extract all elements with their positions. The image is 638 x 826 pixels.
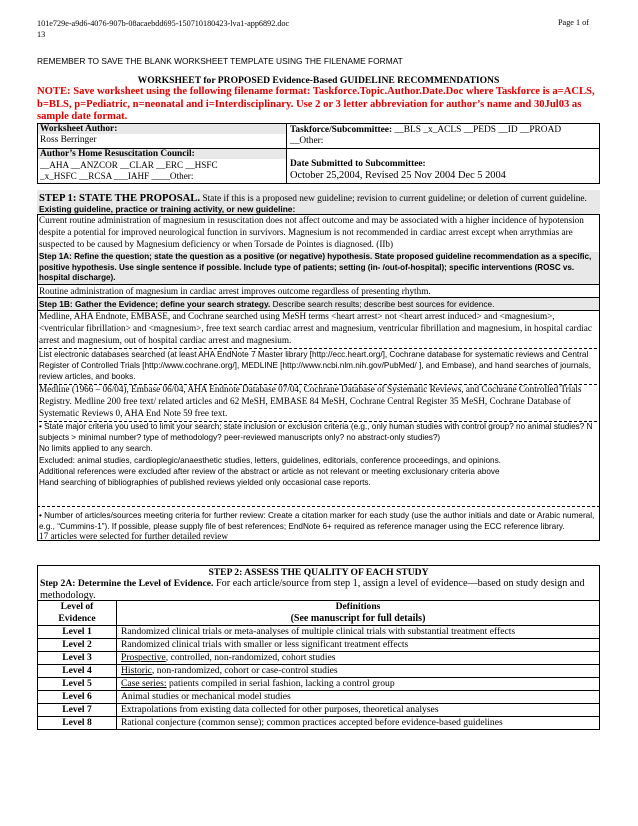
definition-cell	[117, 652, 600, 665]
databases-searched-text: Medline (1966 – 06/04), Embase 06/04, AHA Endnote Database 07/04, Cochrane Database of Systematic Reviews, and Cochrane Controlled Trials Registry. Medline 200 free text/ related articles and 62 MeSH, EMBASE 84 MeSH, Cochrane Central Register 35 MeSH, Cochrane Database of Systematic Reviews 0, AHA End Note 59 free text.	[39, 384, 597, 422]
col-level-header	[38, 601, 117, 626]
table-row	[38, 691, 600, 704]
definition-cell	[117, 665, 600, 678]
table-row	[38, 626, 600, 639]
level-cell: Level 6	[38, 691, 117, 704]
table-row	[38, 717, 600, 730]
current-guideline-text: Current routine administration of magnesium in resuscitation does not affect outcome and may be associated with a higher incidence of hypotension despite a potential for improved neurological function in survivors. Magnesium is not recommended in cardiac arrest except when arrythmias are suspected to be caused by Magnesium deficiency or when Torsade de Pointes is diagnosed. (IIb)	[39, 215, 597, 253]
level-cell: Level 4	[38, 665, 117, 678]
step1b-line	[39, 299, 597, 309]
step1a-text: Step 1A: Refine the question; state the question as a positive (or negative) hypothesis. State proposed guideline recommendation as a specific, positive hypothesis. Use single sentence if possible. Include type of patients; setting (in- /out-of-hospital); specific interventions (ROSC vs. hospital discharge).	[39, 252, 592, 283]
no-limits-text: No limits applied to any search.	[39, 444, 153, 454]
step2a-line	[40, 578, 596, 602]
definition-underlined: Historic	[121, 665, 152, 676]
filename-text: 101e729e-a9d6-4076-907b-08acaebdd695-150710180423-lva1-app6892.doc	[37, 19, 290, 28]
council-line1: __AHA __ANZCOR __CLAR __ERC __HSFC	[40, 160, 218, 170]
criteria-block	[39, 421, 597, 488]
step2a-rest: For each article/source from step 1, assign a level of evidence—based on study design and methodology.	[40, 578, 585, 601]
hand-search-text: Hand searching of bibliographies of published reviews yielded only occasional case reports.	[39, 478, 371, 488]
level-cell: Level 5	[38, 678, 117, 691]
definition-cell: Randomized clinical trials or meta-analyses of multiple clinical trials with substantial treatment effects	[117, 626, 600, 639]
definition-underlined: Case series:	[121, 678, 167, 689]
definition-cell	[117, 678, 600, 691]
level-cell: Level 7	[38, 704, 117, 717]
excluded-text-2: Additional references were excluded after review of the abstract or article as not relevant or meeting exclusionary criteria above	[39, 466, 500, 476]
col-definition-header	[117, 601, 600, 626]
table-row	[38, 652, 600, 665]
step1b-title: Step 1B: Gather the Evidence; define your search strategy.	[39, 299, 271, 309]
taskforce-label: Taskforce/Subcommittee:	[290, 125, 393, 135]
step1b-rest: Describe search results; describe best sources for evidence.	[272, 299, 495, 309]
step2a-title: Step 2A: Determine the Level of Evidence.	[40, 578, 214, 589]
step1-title: STEP 1: STATE THE PROPOSAL.	[39, 193, 201, 204]
search-terms-text: Medline, AHA Endnote, EMBASE, and Cochrane searched using MeSH terms <heart arrest> not <heart arrest induced> and <magnesium>, <ventricular fibrillation> and <magnesium>, free text search cardiac arrest and magnesium, ventricular fibrillation and magnesium, in hospital cardiac arrest and magnesium, out of hospital cardiac arrest and magnesium.	[39, 311, 597, 349]
rule-4	[37, 506, 600, 507]
step2-heading: STEP 2: ASSESS THE QUALITY OF EACH STUDY	[208, 567, 429, 578]
definition-rest: patients compiled in serial fashion, lacking a control group	[166, 678, 395, 689]
other-value: __Other:	[290, 136, 324, 146]
step1-sub: Existing guideline, practice or training activity, or new guideline:	[39, 204, 296, 214]
evidence-level-table	[37, 600, 600, 730]
level-cell: Level 8	[38, 717, 117, 730]
table-row	[38, 639, 600, 652]
rule-1	[37, 284, 600, 285]
council-label: Author’s Home Resuscitation Council:	[40, 149, 195, 159]
definition-rest: , non-randomized, cohort or case-control studies	[151, 665, 338, 676]
council-line2: _x_HSFC __RCSA ___IAHF ____Other:	[40, 171, 194, 181]
page-total: 13	[37, 30, 46, 39]
definition-rest: , controlled, non-randomized, cohort studies	[165, 652, 336, 663]
definition-cell: Extrapolations from existing data collected for other purposes, theoretical analyses	[117, 704, 600, 717]
taskforce-value: __BLS _x_ACLS __PEDS __ID __PROAD	[394, 125, 562, 135]
level-cell: Level 2	[38, 639, 117, 652]
col-definition-title: Definitions	[335, 601, 381, 612]
definition-underlined: Prospective	[121, 652, 166, 663]
filename-note: NOTE: Save worksheet using the following filename format: Taskforce.Topic.Author.Date.Doc where Taskforce is a=ACLS, b=BLS, p=Pediatric, n=neonatal and i=Interdisciplinary. Use 2 or 3 letter abbreviation for author’s name and 30Jul03 as sample date format.	[37, 86, 595, 122]
date-label: Date Submitted to Subcommittee:	[290, 159, 426, 169]
page-label: Page 1 of	[558, 18, 589, 27]
selected-articles-text: 17 articles were selected for further detailed review	[39, 531, 229, 541]
definition-cell: Rational conjecture (common sense); common practices accepted before evidence-based guidelines	[117, 717, 600, 730]
filename-header	[37, 18, 289, 40]
author-value: Ross Berringer	[40, 135, 97, 145]
step1-heading-rest: State if this is a proposed new guideline; revision to current guideline; or deletion of current guideline.	[202, 194, 587, 204]
taskforce-line	[290, 125, 561, 135]
number-articles-text: • Number of articles/sources meeting criteria for further review: Create a citation marker for each study (use the author initials and date or Arabic numeral, e.g., “Cummins-1”). If possible, please supply file of best references; EndNote 6+ required as reference manager using the ECC reference library.	[39, 511, 595, 532]
reminder-text: REMEMBER TO SAVE THE BLANK WORKSHEET TEMPLATE USING THE FILENAME FORMAT	[37, 56, 403, 66]
col-level-header-text: Level of Evidence	[58, 601, 96, 624]
table-row	[38, 678, 600, 691]
col-definition-sub: (See manuscript for full details)	[290, 613, 426, 624]
definition-cell: Randomized clinical trials with smaller or less significant treatment effects	[117, 639, 600, 652]
author-label: Worksheet Author:	[40, 124, 118, 134]
level-cell: Level 3	[38, 652, 117, 665]
criteria-text: • State major criteria you used to limit your search; state inclusion or exclusion criteria (e.g., only human studies with control group? no animal studies? N subjects > minimal number? type of methodology? peer-reviewed manuscripts only? no abstract-only studies?)	[39, 422, 593, 443]
table-header-row	[38, 601, 600, 626]
step1-heading	[39, 193, 599, 204]
level-cell: Level 1	[38, 626, 117, 639]
worksheet-title: WORKSHEET for PROPOSED Evidence-Based GUIDELINE RECOMMENDATIONS	[137, 75, 500, 86]
author-divider	[286, 123, 287, 184]
databases-text: List electronic databases searched (at least AHA EndNote 7 Master library [http://ecc.heart.org/], Cochrane database for systematic reviews and Central Register of Controlled Trials [http://www.cochrane.org/], MEDLINE [http://www.ncbi.nlm.nih.gov/PubMed/ ], and Embase), and hand searches of journals, review articles, and books.	[39, 349, 597, 385]
table-row	[38, 665, 600, 678]
definition-cell: Animal studies or mechanical model studies	[117, 691, 600, 704]
routine-hypothesis: Routine administration of magnesium in cardiac arrest improves outcome regardless of presenting rhythm.	[39, 286, 431, 296]
excluded-text-1: Excluded: animal studies, cardioplegic/anaesthetic studies, letters, guidelines, editorials, conference proceedings, and opinions.	[39, 455, 501, 465]
table-row	[38, 704, 600, 717]
date-value: October 25,2004, Revised 25 Nov 2004 Dec 5 2004	[290, 170, 506, 181]
